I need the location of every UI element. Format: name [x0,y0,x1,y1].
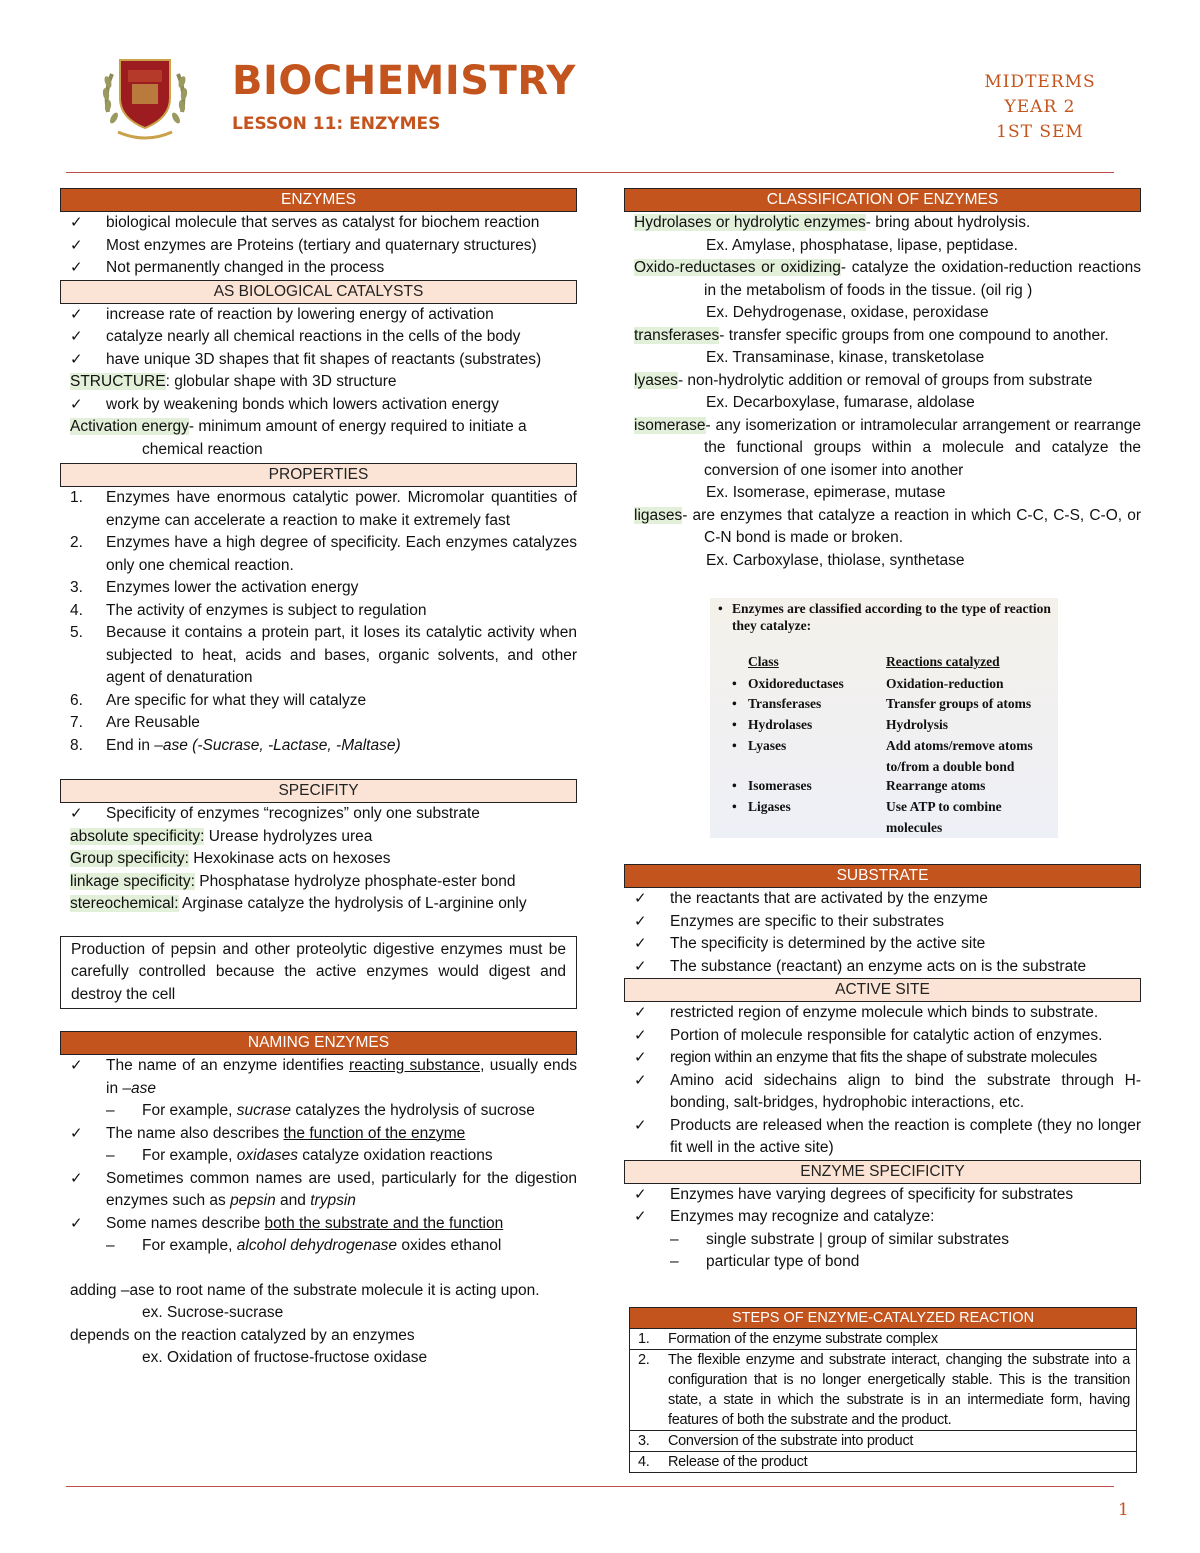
term-definition: - are enzymes that catalyze a reaction in which C-C, C-S, C-O, or C-N bond is made or broken. [682,506,1141,546]
item-text: Some names describe [106,1214,265,1232]
list-item: ✓ Amino acid sidechains align to bind the substrate through H-bonding, salt-bridges, hydrophobic interactions, etc. [624,1070,1141,1115]
section-heading-enzymes: ENZYMES [60,188,577,212]
naming-rule: depends on the reaction catalyzed by an enzymes [70,1326,415,1344]
bullet-icon: • [732,738,737,753]
bullet-icon: • [732,799,737,814]
term-line: MIDTERMS [984,72,1096,92]
step-item [630,1430,1136,1451]
naming-example: ex. Sucrose-sucrase [142,1304,284,1321]
term-definition: Phosphatase hydrolyze phosphate-ester bond [194,872,516,890]
item-text: Are Reusable [106,714,200,731]
class-name: Transferases [748,696,822,711]
reaction-name: Rearrange atoms [886,778,986,793]
term-definition: - minimum amount of energy required to initiate a [188,418,527,435]
list-item: ✓ have unique 3D shapes that fit shapes of reactants (substrates) [60,349,577,372]
term-highlight: Hydrolases or hydrolytic enzymes [634,214,866,231]
section-heading-active-site: ACTIVE SITE [624,978,1141,1002]
step-item [630,1328,1136,1349]
bullet-icon: • [732,696,737,711]
sub-item [60,1100,577,1123]
section-heading-steps: STEPS OF ENZYME-CATALYZED REACTION [630,1308,1136,1328]
step-item [630,1451,1136,1472]
specificity-row [60,848,577,871]
reaction-name: Transfer groups of atoms [886,696,1032,711]
col-header-reactions: Reactions catalyzed [886,654,1000,669]
activation-energy-cont: chemical reaction [142,440,263,458]
item-text: For example, [142,1147,237,1164]
section-heading-substrate: SUBSTRATE [624,864,1141,888]
list-item: ✓ Specificity of enzymes “recognizes” only one substrate [60,803,577,826]
item-text: and [275,1192,311,1209]
specificity-row [60,826,577,849]
item-number: 4. [70,601,83,619]
item-text: Enzymes have a high degree of specificity. Each enzymes catalyzes only one chemical reaction. [106,534,577,574]
item-text: catalyze oxidation reactions [297,1147,493,1164]
list-item: ✓ Enzymes are specific to their substrates [624,911,1141,934]
step-number: 3. [638,1433,650,1449]
item-text-underline: both the substrate and the function [264,1214,504,1232]
term-info [970,70,1110,145]
step-number: 1. [638,1331,650,1347]
term-highlight: Oxido-reductases or oxidizing [634,259,841,276]
term-highlight: lyases [634,371,678,389]
class-name: Ligases [748,799,791,814]
classification-row [624,370,1141,393]
list-item [60,622,577,690]
term-definition: - any isomerization or intramolecular arrangement or rearrange the functional groups within a molecule and catalyze the conversion of one isomer into another [704,416,1141,479]
right-column [624,188,1141,572]
list-item [60,1123,577,1146]
classification-row [624,325,1141,348]
classification-example: Ex. Isomerase, epimerase, mutase [706,484,946,501]
document-title: BIOCHEMISTRY [232,58,576,104]
semester-line: 1ST SEM [996,122,1084,142]
item-number: 2. [70,534,83,551]
col-header-class: Class [748,654,779,669]
term-definition: - catalyze the oxidation-reduction reactions in the metabolism of foods in the tissue. (oil rig ) [704,259,1141,299]
item-text-italic: pepsin [230,1192,276,1209]
classification-example: Ex. Carboxylase, thiolase, synthetase [706,551,965,569]
item-text: For example, [142,1237,237,1254]
step-item [630,1349,1136,1430]
sub-item [60,1145,577,1168]
list-item: ✓ increase rate of reaction by lowering energy of activation [60,304,577,327]
lesson-subtitle: LESSON 11: ENZYMES [232,114,441,134]
item-number: 3. [70,579,83,596]
item-number: 6. [70,691,83,709]
step-text: Formation of the enzyme substrate complex [668,1331,938,1347]
left-column [60,188,577,1370]
section-heading-naming: NAMING ENZYMES [60,1031,577,1055]
item-text: End in [106,736,155,754]
section-heading-catalysts: AS BIOLOGICAL CATALYSTS [60,280,577,304]
item-number: 8. [70,736,83,754]
class-name: Hydrolases [748,717,813,732]
classification-row [624,212,1141,235]
specificity-row [60,871,577,894]
item-text-italic: alcohol dehydrogenase [236,1237,398,1254]
term-definition: - non-hydrolytic addition or removal of groups from substrate [677,371,1093,389]
list-item: ✓ Most enzymes are Proteins (tertiary and quaternary structures) [60,235,577,258]
classification-example: Ex. Decarboxylase, fumarase, aldolase [706,394,975,411]
step-text: Release of the product [668,1454,808,1470]
item-text: Enzymes lower the activation energy [106,579,359,596]
term-definition: : globular shape with 3D structure [165,373,397,390]
list-item: ✓ Products are released when the reaction is complete (they no longer fit well in the active site) [624,1115,1141,1160]
bullet-icon: • [732,717,737,732]
item-text: Sometimes common names are used, particularly for the digestion enzymes such as [106,1169,577,1209]
intro-text: Enzymes are classified according to the type of reaction they catalyze: [732,601,1051,633]
term-definition: Arginase catalyze the hydrolysis of L-arginine only [178,895,527,912]
sub-item [60,1235,577,1258]
right-lower-column [624,864,1141,1274]
term-highlight: stereochemical: [70,895,179,912]
item-text: Are specific for what they will catalyze [106,691,367,709]
item-text-italic: oxidases [236,1147,298,1164]
section-heading-properties: PROPERTIES [60,463,577,487]
item-text: oxides ethanol [397,1237,502,1254]
footer-divider [66,1486,1114,1487]
item-text-underline: reacting substance, [349,1057,485,1074]
bullet-icon: • [732,676,737,691]
term-definition: - bring about hydrolysis. [865,214,1031,231]
item-text: The activity of enzymes is subject to regulation [106,601,427,619]
naming-rule: adding –ase to root name of the substrate molecule it is acting upon. [70,1281,540,1299]
classification-row [624,505,1141,550]
item-text: The name also describes [106,1124,284,1142]
list-item: ✓ catalyze nearly all chemical reactions in the cells of the body [60,326,577,349]
step-text: The flexible enzyme and substrate interact, changing the substrate into a configuration that is no longer energetically stable. This is the transition state, a state in which the substrate is in an intermediate form, having features of both the substrate and the product. [668,1352,1130,1428]
classification-table-image [710,598,1058,838]
school-crest-logo-icon [98,52,192,144]
class-name: Isomerases [748,778,812,793]
list-item: ✓ The substance (reactant) an enzyme acts on is the substrate [624,956,1141,979]
steps-box [629,1307,1137,1473]
term-highlight: isomerase [634,416,706,434]
table-intro [716,600,1068,634]
item-text-italic: sucrase [236,1102,292,1119]
list-item: ✓ work by weakening bonds which lowers activation energy [60,394,577,417]
classification-row [624,257,1141,302]
item-text: The name of an enzyme identifies [106,1057,350,1074]
list-item: ✓ Portion of molecule responsible for catalytic action of enzymes. [624,1025,1141,1048]
term-highlight: Activation energy [70,418,189,435]
list-item: ✓ Enzymes have varying degrees of specificity for substrates [624,1184,1141,1207]
page-number: 1 [1118,1500,1129,1520]
term-highlight: transferases [634,326,720,344]
term-highlight: ligases [634,506,683,524]
list-item [60,712,577,735]
reaction-name: Add atoms/remove atoms to/from a double bond [886,738,1033,774]
bullet-icon: • [732,778,737,793]
sub-item: – particular type of bond [624,1251,1141,1274]
term-definition: Hexokinase acts on hexoses [188,850,391,867]
specificity-row [60,893,577,916]
term-definition: Urease hydrolyzes urea [204,827,373,845]
list-item [60,600,577,623]
class-name: Oxidoreductases [748,676,844,691]
term-highlight: absolute specificity: [70,827,205,845]
step-number: 2. [638,1352,650,1368]
step-text: Conversion of the substrate into product [668,1433,914,1449]
item-text: Because it contains a protein part, it loses its catalytic activity when subjected to heat, acids and bases, organic solvents, and other agent of denaturation [106,624,577,686]
term-highlight: STRUCTURE [70,373,166,390]
item-text: For example, [142,1102,237,1119]
list-item [60,690,577,713]
item-text-underline: the function of the enzyme [283,1124,466,1142]
list-item [60,487,577,532]
bullet-icon: • [718,601,723,616]
item-number: 1. [70,489,83,506]
list-item [60,532,577,577]
item-text: usually ends in [106,1057,577,1097]
classification-example: Ex. Dehydrogenase, oxidase, peroxidase [706,304,989,321]
section-heading-enzyme-specificity: ENZYME SPECIFICITY [624,1160,1141,1184]
classification-row [624,415,1141,483]
list-item: ✓ the reactants that are activated by the enzyme [624,888,1141,911]
year-line: YEAR 2 [1004,97,1076,117]
classification-example: Ex. Amylase, phosphatase, lipase, peptidase. [706,236,1018,254]
list-item: ✓ biological molecule that serves as catalyst for biochem reaction [60,212,577,235]
list-item [60,1213,577,1236]
item-text-italic: –ase [122,1079,156,1097]
class-name: Lyases [748,738,787,753]
classification-example: Ex. Transaminase, kinase, transketolase [706,349,985,366]
reaction-name: Use ATP to combine molecules [886,799,1002,835]
term-definition: - transfer specific groups from one compound to another. [719,326,1109,344]
section-heading-specifity: SPECIFITY [60,779,577,803]
structure-line [60,371,577,394]
item-text: catalyzes the hydrolysis of sucrose [291,1102,535,1119]
list-item: ✓ restricted region of enzyme molecule which binds to substrate. [624,1002,1141,1025]
naming-example: ex. Oxidation of fructose-fructose oxidase [142,1349,428,1366]
item-number: 5. [70,624,83,641]
reaction-name: Oxidation-reduction [886,676,1004,691]
item-text-italic: –ase (-Sucrase, -Lactase, -Maltase) [154,736,401,754]
activation-energy-line [60,416,577,439]
list-item: ✓ Not permanently changed in the process [60,257,577,280]
item-text-italic: trypsin [310,1192,356,1209]
list-item [60,577,577,600]
item-number: 7. [70,714,83,731]
note-box: Production of pepsin and other proteolytic digestive enzymes must be carefully controlled because the active enzymes would digest and destroy the cell [60,936,577,1010]
list-item [60,735,577,758]
header-divider [66,172,1114,173]
section-heading-classification: CLASSIFICATION OF ENZYMES [624,188,1141,212]
term-highlight: Group specificity: [70,850,189,867]
list-item: ✓ Enzymes may recognize and catalyze: [624,1206,1141,1229]
item-text: Enzymes have enormous catalytic power. Micromolar quantities of enzyme can accelerate a reaction to make it extremely fast [106,489,577,529]
term-highlight: linkage specificity: [70,872,195,890]
list-item: ✓ The specificity is determined by the active site [624,933,1141,956]
list-item: ✓ region within an enzyme that fits the shape of substrate molecules [624,1047,1141,1070]
list-item [60,1168,577,1213]
reaction-name: Hydrolysis [886,717,949,732]
list-item [60,1055,577,1100]
step-number: 4. [638,1454,650,1470]
sub-item: – single substrate | group of similar substrates [624,1229,1141,1252]
